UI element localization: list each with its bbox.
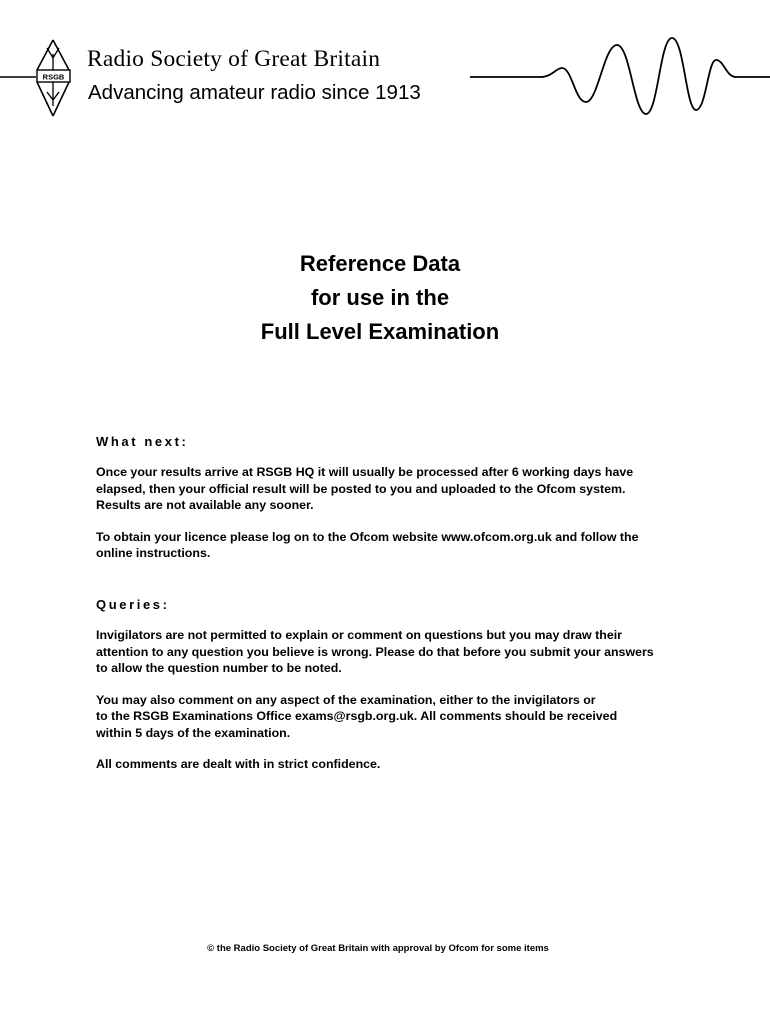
title-line-2: for use in the [310,285,450,310]
rsgb-logo-icon [37,40,70,116]
what-next-heading: What next: [96,434,189,449]
title-line-3: Full Level Examination [260,319,500,344]
organisation-tagline: Advancing amateur radio since 1913 [88,81,421,104]
title-line-1: Reference Data [299,251,461,276]
comments-paragraph [96,692,656,742]
licence-paragraph: To obtain your licence please log on to the Ofcom website www.ofcom.org.uk and follow the online instructions. [96,529,639,560]
letterhead [0,30,770,125]
comments-line-2: to the RSGB Examinations Office exams@rsgb.org.uk. All comments should be received within 5 days of the examination. [96,709,618,740]
copyright-footer: © the Radio Society of Great Britain with approval by Ofcom for some items [207,943,549,954]
organisation-name: Radio Society of Great Britain [87,46,381,72]
confidence-paragraph: All comments are dealt with in strict confidence. [96,757,381,771]
svg-text:RSGB: RSGB [42,72,65,82]
results-paragraph: Once your results arrive at RSGB HQ it will usually be processed after 6 working days have elapsed, then your official result will be posted to you and uploaded to the Ofcom system. Results are not available any sooner. [96,465,634,512]
queries-heading: Queries: [96,597,170,612]
document-title [0,247,760,349]
comments-line-1: You may also comment on any aspect of the examination, either to the invigilators or [96,692,596,707]
queries-section [96,597,656,773]
what-next-section [96,434,656,562]
radio-wave-graphic [0,30,770,125]
invigilators-paragraph: Invigilators are not permitted to explain or comment on questions but you may draw their attention to any question you believe is wrong. Please do that before you submit your answers to allow the question number to be noted. [96,628,654,675]
